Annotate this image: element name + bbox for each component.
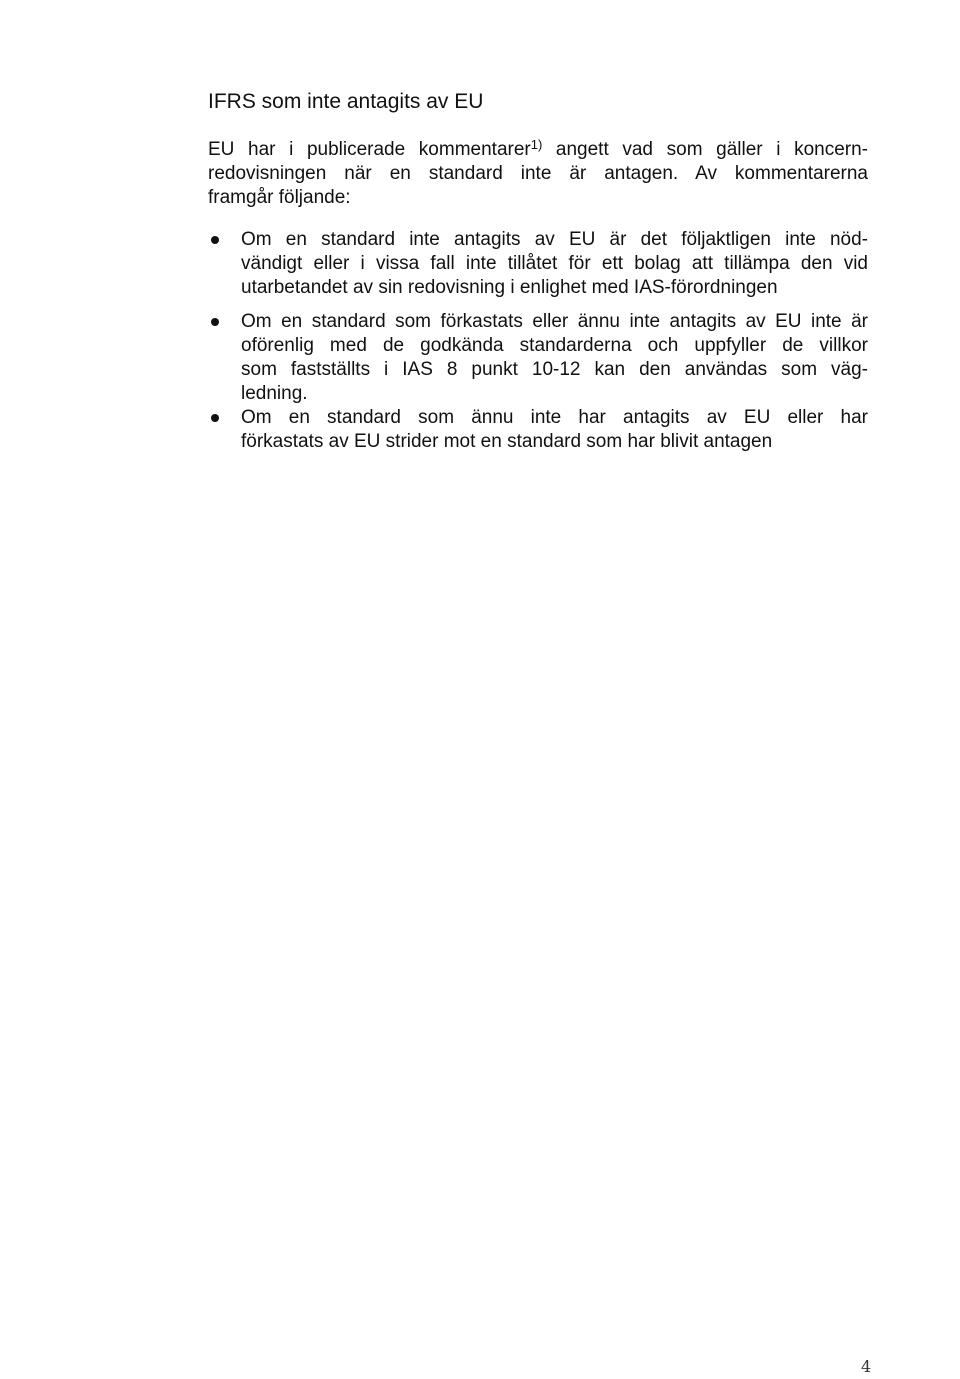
list-item <box>208 310 868 406</box>
list-item-line: Om en standard som förkastats eller ännu inte antagits av EU inte är <box>241 311 868 332</box>
intro-paragraph <box>208 138 868 210</box>
list-item <box>208 228 868 300</box>
bullet-list <box>208 228 868 454</box>
bullet-icon <box>211 236 219 244</box>
list-item-line: Om en standard inte antagits av EU är det följaktligen inte nöd- <box>241 229 868 250</box>
intro-line-3: framgår följande: <box>208 187 351 208</box>
intro-line-2: redovisningen när en standard inte är antagen. Av kommentarerna <box>208 163 868 184</box>
section-heading: IFRS som inte antagits av EU <box>208 90 484 113</box>
bullet-icon <box>211 414 219 422</box>
list-item-line: ledning. <box>241 383 308 404</box>
list-item-line: Om en standard som ännu inte har antagits av EU eller har <box>241 407 868 428</box>
list-item-line: som fastställts i IAS 8 punkt 10-12 kan den användas som väg- <box>241 359 868 380</box>
intro-line-1 <box>208 138 868 162</box>
list-item <box>208 406 868 454</box>
bullet-icon <box>211 318 219 326</box>
intro-line-1-start: EU har i publicerade kommentarer <box>208 139 531 160</box>
list-item-line: vändigt eller i vissa fall inte tillåtet för ett bolag att tillämpa den vid <box>241 253 868 274</box>
intro-line-1-end: angett vad som gäller i koncern- <box>542 139 868 160</box>
list-item-line: förkastats av EU strider mot en standard som har blivit antagen <box>241 431 773 452</box>
list-item-line: oförenlig med de godkända standarderna och uppfyller de villkor <box>241 335 868 356</box>
footnote-reference: 1) <box>530 137 543 152</box>
page-number: 4 <box>861 1357 872 1376</box>
list-item-line: utarbetandet av sin redovisning i enlighet med IAS-förordningen <box>241 277 778 298</box>
